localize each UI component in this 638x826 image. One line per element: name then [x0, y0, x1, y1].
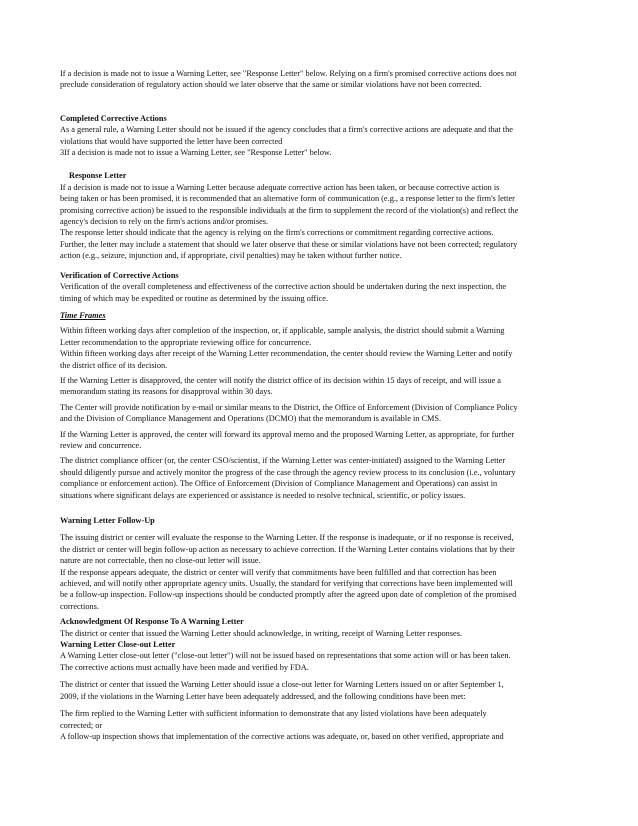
section-heading: Acknowledgment Of Response To A Warning Letter [60, 617, 244, 627]
section-body: Verification of the overall completeness and effectiveness of the corrective action should be undertaken during the next inspection, the timing of which may be expedited or routine as determined by the issuing office. [60, 282, 507, 303]
verification-section [60, 270, 580, 304]
paragraph: If the Warning Letter is disapproved, the center will notify the district office of its decision within 15 days of receipt, and will issue a memorandum stating its reasons for disapproval within 30 days. [60, 375, 501, 397]
section-heading: Verification of Corrective Actions [60, 270, 179, 280]
response-letter-section [60, 170, 580, 261]
paragraph: The district compliance officer (or, the center CSO/scientist, if the Warning Letter was center-initiated) assigned to the Warning Letter should diligently pursue and actively monitor the progress of the case through the agency review process to its conclusion (i.e., voluntary compliance or enforcement action). The Office of Enforcement (Division of Compliance Management and Operations) can assist in situations where significant delays are experienced or assistance is needed to resolve technical, scientific, or policy issues. [60, 456, 516, 500]
acknowledgment-section [60, 616, 580, 639]
paragraph: Within fifteen working days after completion of the inspection, or, if applicable, sample analysis, the district should submit a Warning Letter recommendation to the appropriate reviewing office for concurrence. Within fifteen working days after receipt of the Warning Letter recommendation, the center should review the Warning Letter and notify the district office of its decision. [60, 326, 513, 370]
intro-paragraph: If a decision is made not to issue a Warning Letter, see "Response Letter" below. Relying on a firm's promised corrective actions does not preclude consideration of regulatory action should we later observe that the same or similar violations have not been corrected. [60, 69, 517, 90]
section-heading: Warning Letter Follow-Up [60, 516, 155, 525]
section-body: The issuing district or center will evaluate the response to the Warning Letter. If the response is inadequate, or if no response is received, the district or center will begin follow-up action as necessary to achieve correction. If the Warning Letter contains violations that by their nature are not correctable, then no close-out letter will issue. If the response appears adequate, the district or center will verify that commitments have been fulfilled and that correction has been achieved, and will notify other appropriate agency units. Usually, the standard for verifying that corrections have been implemented will be a follow-up inspection. Follow-up inspections should be conducted promptly after the agreed upon date of completion of the promised corrections. [60, 533, 517, 611]
section-heading: Warning Letter Close-out Letter [60, 640, 176, 650]
section-body: The district or center that issued the Warning Letter should acknowledge, in writing, receipt of Warning Letter responses. [60, 628, 463, 638]
paragraph: The district or center that issued the Warning Letter should issue a close-out letter for Warning Letters issued on or after September 1, 2009, if the violations in the Warning Letter have been adequately addressed, and the following conditions have been met: [60, 680, 504, 701]
paragraph: The Center will provide notification by e-mail or similar means to the District, the Office of Enforcement (Division of Compliance Policy and the Division of Compliance Management and Operations (DCMO) that the memorandum is available in CMS. [60, 402, 518, 424]
section-body: A Warning Letter close-out letter ("close-out letter") will not be issued based on representations that some action will or has been taken. The corrective actions must actually have been made and verified by FDA. [60, 651, 511, 672]
section-body: As a general rule, a Warning Letter should not be issued if the agency concludes that a firm's corrective actions are adequate and that the violations that would have supported the letter have been corrected 3If a decision is made not to issue a Warning Letter, see "Response Letter" below. [60, 125, 513, 158]
paragraph: The firm replied to the Warning Letter with sufficient information to demonstrate that any listed violations have been adequately corrected; or A follow-up inspection shows that implementation of the corrective actions was adequate, or, based on other verified, appropriate and [60, 709, 504, 741]
section-heading: Time Frames [60, 310, 106, 320]
completed-corrective-actions-section [60, 113, 580, 159]
follow-up-section [60, 515, 580, 612]
document-page [60, 68, 580, 742]
close-out-letter-section [60, 639, 580, 742]
section-body: If a decision is made not to issue a Warning Letter because adequate corrective action has been taken, or because corrective action is being taken or has been promised, it is recommended that an alternative form of communication (e.g., a response letter to the firm's letter promising corrective action) be issued to the responsible individuals at the firm to supplement the record of the violation(s) and reflect the agency's decision to rely on the firm's actions and/or promises. The response letter should indicate that the agency is relying on the firm's corrections or commitment regarding corrective actions. Further, the letter may include a statement that should we later observe that these or similar violations have not been corrected; regulatory action (e.g., seizure, injunction and, if appropriate, civil penalties) may be taken without further notice. [60, 182, 519, 261]
section-heading: Completed Corrective Actions [60, 113, 167, 123]
paragraph: If the Warning Letter is approved, the center will forward its approval memo and the proposed Warning Letter, as appropriate, for further review and concurrence. [60, 429, 515, 450]
time-frames-section [60, 310, 580, 501]
section-heading: Response Letter [69, 171, 127, 181]
